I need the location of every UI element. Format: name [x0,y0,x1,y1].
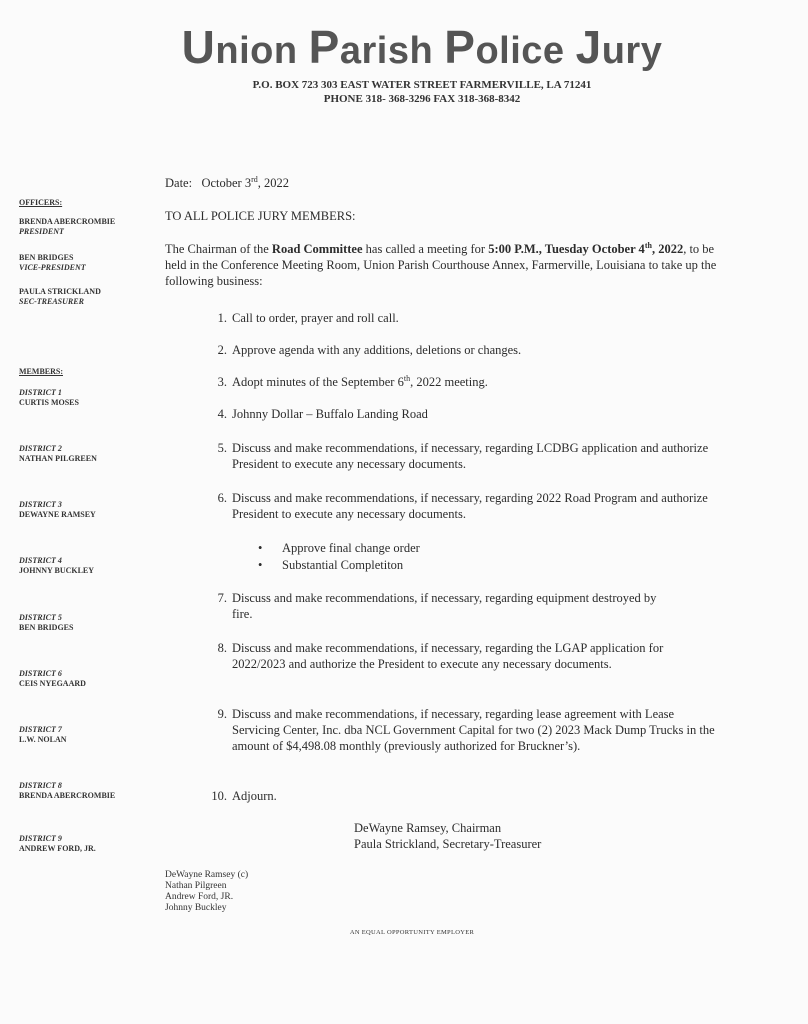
cc-entry: DeWayne Ramsey (c) [165,870,249,880]
cc-entry: Nathan Pilgreen [165,881,227,891]
officer-entry: BEN BRIDGES VICE-PRESIDENT [19,253,86,272]
cc-entry: Johnny Buckley [165,903,227,913]
officer-entry: PAULA STRICKLAND SEC-TREASURER [19,287,101,306]
member-entry: DISTRICT 4 JOHNNY BUCKLEY [19,556,95,575]
footer-eoe: AN EQUAL OPPORTUNITY EMPLOYER [349,929,475,936]
member-entry: DISTRICT 5 BEN BRIDGES [19,613,74,632]
officer-entry: BRENDA ABERCROMBIE PRESIDENT [19,217,116,236]
letter-page: Union Parish Police Jury P.O. BOX 723 303 EAST WATER STREET FARMERVILLE, LA 71241 PHONE 318- 368-3296 FAX 318-368-8342 OFFICERS: BRENDA ABERCROMBIE PRESIDENT BEN BRIDGES VICE-PRESIDENT PAULA STRICKLAND SEC-TREASURER MEMBERS: DISTRICT 1 CURTIS MOSES DISTRICT 2 NATHAN PILGREEN DISTRICT 3 DEWAYNE RAMSEY DISTRICT 4 JOHNNY BUCKLEY DISTRICT 5 BEN BRIDGES DISTRICT 6 CEIS NYEGAARD DISTRICT 7 L.W. NOLAN DISTRICT 8 BRENDA ABERCROMBIE DISTRICT 9 ANDREW FORD, JR. Date: October 3rd, 2022 TO ALL POLICE JURY MEMBERS: The Chairman of the Road Committee has called a meeting for 5:00 P.M., Tuesday October 4th, 2022, to be held in the Conference Meeting Room, Union Parish Courthouse Annex, Farmerville, Louisiana to take up the following business: 1. Call to order, prayer and roll call. 2. Approve agenda with any additions, deletions or changes. 3. Adopt minutes of the September 6th, 2022 meeting. 4. Johnny Dollar – Buffalo Landing Road 5. Discuss and make recommendations, if necessary, regarding LCDBG application and authorize President to execute any necessary documents. 6. Discuss and make recommendations, if necessary, regarding 2022 Road Program and authorize President to execute any necessary documents. • Approve final change order • Substantial Completiton 7. Discuss and make recommendations, if necessary, regarding equipment destroyed by fire. 8. Discuss and make recommendations, if necessary, regarding the LGAP application for 2022/2023 and authorize the President to execute any necessary documents. 9. Discuss and make recommendations, if necessary, regarding lease agreement with Lease Servicing Center, Inc. dba NCL Government Capital for two (2) 2023 Mack Dump Trucks in the amount of $4,498.08 monthly (previously authorized for Bruckner’s). 10. Adjourn. DeWayne Ramsey, Chairman Paula Strickland, Secretary-Treasurer DeWayne Ramsey (c) Nathan Pilgreen Andrew Ford, JR. Johnny Buckley AN EQUAL OPPORTUNITY EMPLOYER [0,0,808,1024]
signature-secretary: Paula Strickland, Secretary-Treasurer [354,837,542,851]
cc-entry: Andrew Ford, JR. [165,892,234,902]
date-line: Date: October 3rd, 2022 [165,174,290,190]
officers-heading: OFFICERS: [19,198,63,207]
cc-list [165,870,248,914]
meeting-notice: The Chairman of the Road Committee has called a meeting for 5:00 P.M., Tuesday October 4th, 2022, to be held in the Conference Meeting Room, Union Parish Courthouse Annex, Farmerville, Louisiana to take up the following business: [165,240,717,288]
member-entry: DISTRICT 2 NATHAN PILGREEN [19,444,97,463]
member-entry: DISTRICT 3 DEWAYNE RAMSEY [19,500,96,519]
member-entry: DISTRICT 8 BRENDA ABERCROMBIE [19,781,116,800]
organization-name: Union Parish Police Jury [181,21,663,73]
phone-fax-line: PHONE 318- 368-3296 FAX 318-368-8342 [323,93,521,105]
members-heading: MEMBERS: [19,367,63,376]
member-entry: DISTRICT 7 L.W. NOLAN [19,725,67,744]
member-entry: DISTRICT 1 CURTIS MOSES [19,388,79,407]
member-entry: DISTRICT 9 ANDREW FORD, JR. [19,834,96,853]
signature-chairman: DeWayne Ramsey, Chairman [354,821,502,835]
member-entry: DISTRICT 6 CEIS NYEGAARD [19,669,86,688]
salutation: TO ALL POLICE JURY MEMBERS: [165,209,356,223]
address-line: P.O. BOX 723 303 EAST WATER STREET FARMERVILLE, LA 71241 [252,79,592,91]
